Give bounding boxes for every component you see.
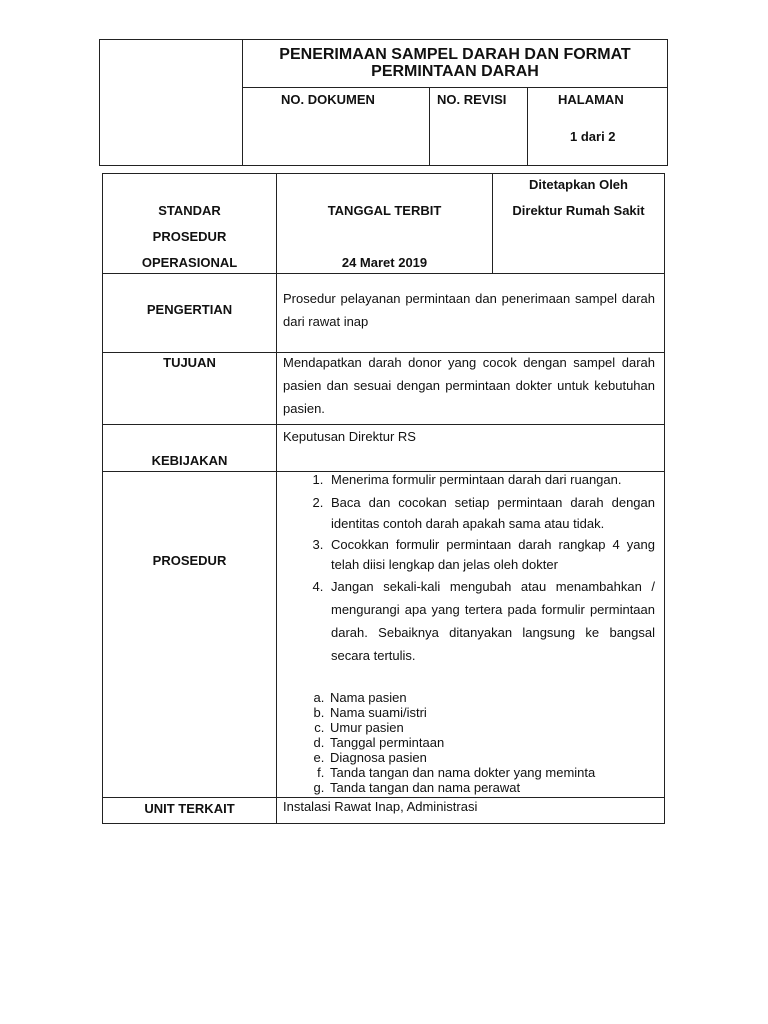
pengertian-text: Prosedur pelayanan permintaan dan penerimaan sampel darah dari rawat inap — [283, 291, 655, 329]
subitem: f. Tanda tangan dan nama dokter yang meminta — [328, 765, 663, 780]
unit-label: UNIT TERKAIT — [144, 801, 235, 816]
prosedur-label-cell — [102, 471, 277, 798]
sop-line-3: OPERASIONAL — [141, 255, 238, 270]
subitem: b. Nama suami/istri — [328, 705, 663, 720]
no-revisi-label: NO. REVISI — [437, 92, 507, 107]
pengertian-label: PENGERTIAN — [146, 302, 233, 317]
tanggal-label: TANGGAL TERBIT — [327, 203, 442, 218]
halaman-label: HALAMAN — [558, 92, 624, 107]
subitem: a. Nama pasien — [328, 690, 663, 705]
subitem: d. Tanggal permintaan — [328, 735, 663, 750]
kebijakan-text: Keputusan Direktur RS — [283, 429, 416, 444]
prosedur-step: 2. Baca dan cocokan setiap permintaan darah dengan identitas contoh darah apakah sama atau tidak. — [327, 492, 655, 535]
tujuan-text: Mendapatkan darah donor yang cocok dengan sampel darah pasien dan sesuai dengan permintaan dokter untuk kebutuhan pasien. — [283, 355, 655, 416]
unit-text: Instalasi Rawat Inap, Administrasi — [283, 799, 478, 814]
halaman-value: 1 dari 2 — [570, 129, 616, 144]
prosedur-step: 1. Menerima formulir permintaan darah dari ruangan. — [327, 469, 655, 492]
tanggal-value: 24 Maret 2019 — [341, 255, 428, 270]
sop-line-2: PROSEDUR — [152, 229, 227, 244]
kebijakan-label: KEBIJAKAN — [151, 453, 228, 468]
subitem: c. Umur pasien — [328, 720, 663, 735]
document-title: PENERIMAAN SAMPEL DARAH DAN FORMAT PERMINTAAN DARAH — [279, 46, 631, 80]
subitem: g. Tanda tangan dan nama perawat — [328, 780, 663, 795]
subitem: e. Diagnosa pasien — [328, 750, 663, 765]
prosedur-subitems — [283, 690, 663, 795]
sop-line-1: STANDAR — [158, 203, 221, 218]
tujuan-label: TUJUAN — [163, 355, 216, 370]
prosedur-step: 4. Jangan sekali-kali mengubah atau menambahkan / mengurangi apa yang tertera pada formulir permintaan darah. Sebaiknya ditanyakan langsung ke bangsal secara tertulis. — [327, 575, 655, 667]
prosedur-label: PROSEDUR — [152, 553, 227, 568]
prosedur-step: 3. Cocokkan formulir permintaan darah rangkap 4 yang telah diisi lengkap dan jelas oleh dokter — [327, 535, 655, 575]
ditetapkan-value: Direktur Rumah Sakit — [512, 203, 645, 218]
prosedur-steps — [280, 469, 655, 667]
ditetapkan-label: Ditetapkan Oleh — [529, 177, 628, 192]
logo-cell — [99, 39, 243, 166]
no-dokumen-label: NO. DOKUMEN — [281, 92, 375, 107]
